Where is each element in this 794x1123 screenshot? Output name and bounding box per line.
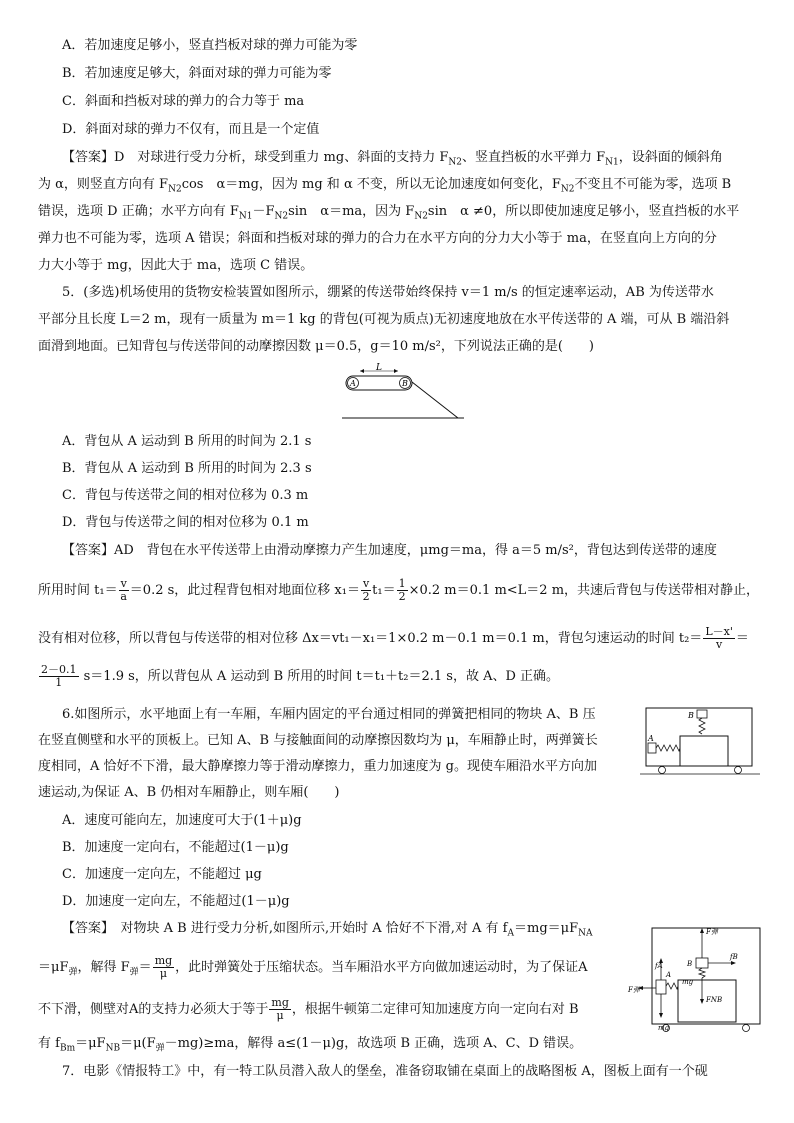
q4-answer-line-2: 为 α，则竖直方向有 $F_{N2}\cos$ α＝mg，因为 mg 和 α 不变，所以无论加速度如何变化，$F_{N2}$不变且不可能为零，选项 B <box>38 177 732 195</box>
q6-answer-line-4: 有 $f_{Bm}=\mu F_{NB}=\mu(F_弹-mg)\ge ma$，解得 a≤(1－μ)g，故选项 B 正确，选项 A、C、D 错误。 <box>38 1036 583 1054</box>
q5-stem-line-1: 5．(多选)机场使用的货物安检装置如图所示，绷紧的传送带始终保持 v＝1 m/s 的恒定速率运动，AB 为传送带水 <box>62 285 714 300</box>
q4-option-c: C．斜面和挡板对球的弹力的合力等于 ma <box>62 94 305 109</box>
q6-answer-line-2: $=\mu F_弹$，解得 $F_弹=$ $\frac{mg}{\mu}$ ，此时弹簧处于压缩状态。当车厢沿水平方向做加速运动时，为了保证A <box>38 954 588 980</box>
car-figure <box>640 704 760 778</box>
q5-option-a: A．背包从 A 运动到 B 所用的时间为 2.1 s <box>62 434 312 449</box>
q6-stem-line-4: 速运动,为保证 A、B 仍相对车厢静止，则车厢( ) <box>38 785 340 800</box>
q5-answer-line-3: 没有相对位移，所以背包与传送带的相对位移 Δx＝vt₁－x₁＝1×0.2 m－0.1 m＝0.1 m，背包匀速运动的时间 t₂＝ $\frac{L-x'}{v}$ ＝ <box>38 625 749 651</box>
label-fnb: FNB <box>706 996 723 1004</box>
label-f-spring-top: F弹 <box>706 928 718 936</box>
car-fig-label-b: B <box>688 711 694 720</box>
q6-option-a: A．速度可能向左，加速度可大于(1＋μ)g <box>62 813 302 828</box>
fig-label-l: L <box>376 363 382 373</box>
q5-answer-line-4: $\frac{2-0.1}{1}$ s＝1.9 s，所以背包从 A 运动到 B 所用的时间 t＝t₁＋t₂＝2.1 s，故 A、D 正确。 <box>41 663 560 689</box>
q6-option-c: C．加速度一定向左，不能超过 μg <box>62 867 262 882</box>
q5-stem-line-2: 平部分且长度 L＝2 m，现有一质量为 m＝1 kg 的背包(可视为质点)无初速度地放在水平传送带的 A 端，可从 B 端沿斜 <box>38 312 730 327</box>
q4-option-a: A．若加速度足够小，竖直挡板对球的弹力可能为零 <box>62 38 358 53</box>
q5-answer-line-1: 【答案】AD 背包在水平传送带上由滑动摩擦力产生加速度，μmg＝ma，得 a＝5 m/s²，背包达到传送带的速度 <box>62 543 717 558</box>
q4-option-d: D．斜面对球的弹力不仅有，而且是一个定值 <box>62 122 320 137</box>
q6-answer-line-1: 【答案】 对物块 A B 进行受力分析,如图所示,开始时 A 恰好不下滑,对 A 有 $f_A=mg=\mu F_{NA}$ <box>62 921 593 939</box>
q5-option-d: D．背包与传送带之间的相对位移为 0.1 m <box>62 515 309 530</box>
q5-option-c: C．背包与传送带之间的相对位移为 0.3 m <box>62 488 309 503</box>
car-fig-label-a: A <box>648 734 654 743</box>
q5-option-b: B．背包从 A 运动到 B 所用的时间为 2.3 s <box>62 461 312 476</box>
q6-answer-line-3: 不下滑，侧壁对A的支持力必须大于等于 $\frac{mg}{\mu}$ ，根据牛顿第二定律可知加速度方向一定向右对 B <box>38 996 579 1022</box>
q4-answer-line-5: 力大小等于 mg，因此大于 ma，选项 C 错误。 <box>38 258 314 273</box>
q6-stem-line-2: 在竖直侧壁和水平的顶板上。已知 A、B 与接触面间的动摩擦因数均为 μ，车厢静止时，两弹簧长 <box>38 733 598 748</box>
label-mg-b: mg <box>682 978 694 986</box>
q4-option-b: B．若加速度足够大，斜面对球的弹力可能为零 <box>62 66 332 81</box>
q6-stem-line-1: 6.如图所示，水平地面上有一车厢，车厢内固定的平台通过相同的弹簧把相同的物块 A、B 压 <box>62 707 596 722</box>
fig-label-b: B <box>402 379 408 388</box>
q6-stem-line-3: 度相同，A 恰好不下滑，最大静摩擦力等于滑动摩擦力，重力加速度为 g。现使车厢沿水平方向加 <box>38 759 597 774</box>
label-a: A <box>666 971 672 979</box>
q7-stem-line-1: 7．电影《情报特工》中，有一特工队员潜入敌人的堡垒，准备窃取铺在桌面上的战略图板 A，图板上面有一个砚 <box>62 1064 708 1079</box>
label-b: B <box>687 960 693 968</box>
conveyor-figure <box>330 362 470 422</box>
q4-answer-line-4: 弹力也不可能为零，选项 A 错误；斜面和挡板对球的弹力的合力在水平方向的分力大小等于 ma，在竖直向上方向的分 <box>38 231 717 246</box>
q5-answer-line-2: 所用时间 t₁＝ $\frac{v}{a}$ ＝0.2 s，此过程背包相对地面位移 x₁＝ $\frac{v}{2}$ t₁＝ $\frac{1}{2}$ ×0.2 m＝0.1 m<L＝2 m，共速后背包与传送带相对静止， <box>38 577 760 603</box>
label-f-spring-left: F弹 <box>628 986 640 994</box>
fig-label-a: A <box>350 379 356 388</box>
force-diagram <box>626 918 764 1034</box>
label-mg-a: mg <box>658 1024 670 1032</box>
q4-answer-line-1: 【答案】D 对球进行受力分析，球受到重力 mg、斜面的支持力 $F_{N2}$、竖直挡板的水平弹力 $F_{N1}$，设斜面的倾斜角 <box>62 150 723 168</box>
q4-answer-line-3: 错误，选项 D 正确；水平方向有 $F_{N1}-F_{N2}\sin$ α＝ma，因为 $F_{N2}\sin$ α ≠0，所以即使加速度足够小，竖直挡板的水平 <box>38 204 740 222</box>
q5-stem-line-3: 面滑到地面。已知背包与传送带间的动摩擦因数 μ＝0.5，g＝10 m/s²，下列说法正确的是( ) <box>38 339 594 354</box>
q6-option-b: B．加速度一定向右，不能超过(1－μ)g <box>62 840 289 855</box>
q6-option-d: D．加速度一定向左，不能超过(1－μ)g <box>62 894 290 909</box>
label-fb: fB <box>730 953 738 961</box>
label-fa: fA <box>655 962 663 970</box>
